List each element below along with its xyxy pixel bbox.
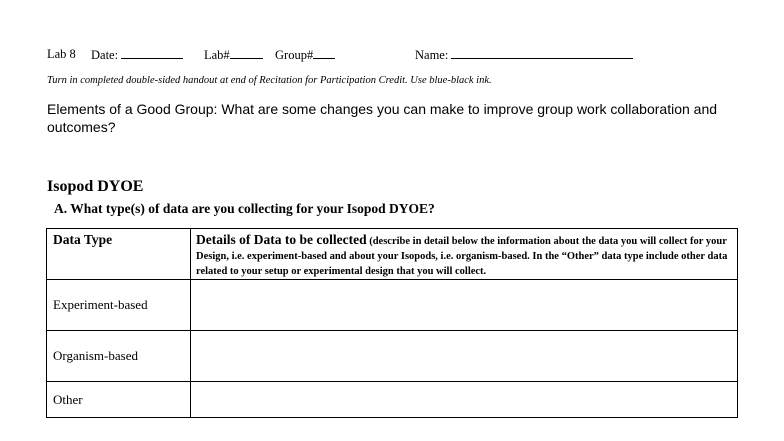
details-cell-other[interactable] <box>191 382 738 418</box>
section-title: Isopod DYOE <box>47 178 144 195</box>
details-cell-experiment[interactable] <box>191 280 738 331</box>
group-question: Elements of a Good Group: What are some changes you can make to improve group work collaboration and outcomes? <box>47 101 718 135</box>
table-row <box>47 280 738 331</box>
table-row <box>47 382 738 418</box>
name-label: Name: <box>415 48 449 62</box>
table-header-row <box>47 229 738 280</box>
instruction-text: Turn in completed double-sided handout at end of Recitation for Participation Credit. Use blue-black ink. <box>47 75 492 86</box>
lab-number-field <box>204 47 263 63</box>
group-number-label: Group# <box>275 48 314 62</box>
table-row <box>47 331 738 382</box>
row-label-organism: Organism-based <box>47 331 191 382</box>
lab-label: Lab 8 <box>47 47 76 61</box>
group-number-blank[interactable] <box>313 47 335 59</box>
data-type-table <box>46 228 738 418</box>
row-label-experiment: Experiment-based <box>47 280 191 331</box>
name-blank[interactable] <box>451 47 633 59</box>
details-header-description: (describe in detail below the information about the data you will collect for your Design, i.e. experiment-based and about your Isopods, i.e. organism-based. In the “Other” data type include other data related to your setup or experimental design that you will collect. <box>196 236 728 277</box>
lab-number-blank[interactable] <box>230 47 263 59</box>
date-field <box>91 47 183 63</box>
name-field <box>415 47 633 63</box>
date-label: Date: <box>91 48 119 62</box>
date-blank[interactable] <box>121 47 183 59</box>
details-header-title: Details of Data to be collected <box>196 232 367 247</box>
group-number-field <box>275 47 335 63</box>
row-label-other: Other <box>47 382 191 418</box>
col-details-header <box>191 229 738 280</box>
lab-number-label: Lab# <box>204 48 230 62</box>
col-data-type-header: Data Type <box>47 229 191 280</box>
details-cell-organism[interactable] <box>191 331 738 382</box>
sub-question: A. What type(s) of data are you collecting for your Isopod DYOE? <box>54 201 435 216</box>
